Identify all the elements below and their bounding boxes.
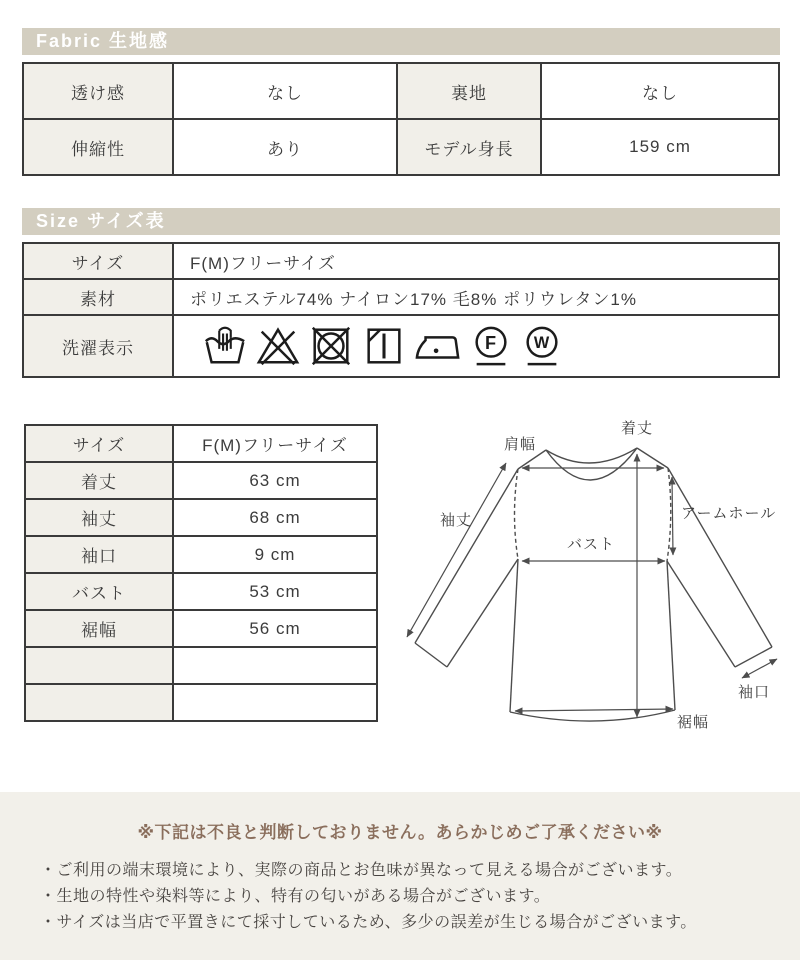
wet-clean-gentle-icon [520, 323, 564, 369]
disclaimer-bullet-measurement: ・サイズは当店で平置きにて採寸しているため、多少の誤差が生じる場合がございます。 [40, 914, 697, 931]
meas-label-bust: バスト [25, 573, 173, 610]
do-not-bleach-icon [255, 323, 301, 369]
hem-width-label: 裾幅 [676, 714, 710, 731]
meas-header-value: F(M)フリーサイズ [173, 425, 377, 462]
table-row [25, 610, 377, 647]
size-section-title: Size サイズ表 [36, 211, 166, 231]
fabric-label-sheerness: 透け感 [23, 63, 173, 119]
sleeve-length-label: 袖丈 [439, 512, 473, 529]
fabric-value-model-height: 159 cm [541, 119, 779, 175]
disclaimer-bullet-color: ・ご利用の端末環境により、実際の商品とお色味が異なって見える場合がございます。 [40, 862, 683, 879]
info-label-material: 素材 [23, 279, 173, 315]
hand-wash-icon [202, 323, 248, 369]
line-dry-in-shade-icon [361, 323, 407, 369]
fabric-section-title: Fabric 生地感 [36, 31, 170, 51]
disclaimer-section [0, 792, 800, 960]
size-section-header [22, 208, 780, 235]
info-value-material: ポリエステル74% ナイロン17% 毛8% ポリウレタン1% [173, 279, 779, 315]
table-row [23, 243, 779, 279]
meas-label-hem: 裾幅 [25, 610, 173, 647]
measurement-arrows [407, 454, 777, 717]
meas-label-empty2 [25, 684, 173, 721]
iron-low-heat-icon [414, 323, 462, 369]
meas-label-empty1 [25, 647, 173, 684]
disclaimer-bullets [0, 858, 800, 936]
info-value-size: F(M)フリーサイズ [173, 243, 779, 279]
info-label-care: 洗濯表示 [23, 315, 173, 377]
cuff-label: 袖口 [737, 684, 771, 701]
svg-text:W: W [533, 333, 551, 352]
table-row [25, 499, 377, 536]
garment-measurement-diagram [390, 415, 790, 760]
fabric-table [22, 62, 780, 176]
table-row [25, 462, 377, 499]
table-row [25, 647, 377, 684]
table-row [23, 63, 779, 119]
disclaimer-bullet-odor: ・生地の特性や染料等により、特有の匂いがある場合がございます。 [40, 888, 551, 905]
fabric-value-stretch: あり [173, 119, 397, 175]
size-info-table [22, 242, 780, 378]
do-not-tumble-dry-icon [308, 323, 354, 369]
diagram-labels [440, 420, 776, 731]
bust-label: バスト [566, 536, 616, 553]
dry-clean-petroleum-gentle-icon [469, 323, 513, 369]
meas-value-hem: 56 cm [173, 610, 377, 647]
table-row [23, 279, 779, 315]
care-symbols [190, 323, 778, 369]
table-row [23, 315, 779, 377]
table-row [23, 119, 779, 175]
fabric-value-sheerness: なし [173, 63, 397, 119]
armhole-label: アームホール [681, 505, 777, 522]
meas-label-length: 着丈 [25, 462, 173, 499]
table-row [25, 536, 377, 573]
svg-text:F: F [484, 332, 498, 353]
meas-label-cuff: 袖口 [25, 536, 173, 573]
measurement-table [24, 424, 378, 722]
info-label-size: サイズ [23, 243, 173, 279]
meas-header-size: サイズ [25, 425, 173, 462]
meas-value-length: 63 cm [173, 462, 377, 499]
meas-value-bust: 53 cm [173, 573, 377, 610]
fabric-section-header [22, 28, 780, 55]
fabric-label-lining: 裏地 [397, 63, 541, 119]
garment-outline [415, 448, 772, 721]
fabric-label-model-height: モデル身長 [397, 119, 541, 175]
meas-value-sleeve: 68 cm [173, 499, 377, 536]
table-row [25, 573, 377, 610]
disclaimer-heading: ※下記は不良と判断しておりません。あらかじめご了承ください※ [137, 823, 663, 842]
meas-label-sleeve: 袖丈 [25, 499, 173, 536]
fabric-label-stretch: 伸縮性 [23, 119, 173, 175]
table-row [25, 684, 377, 721]
meas-value-empty1 [173, 647, 377, 684]
shoulder-width-label: 肩幅 [503, 436, 537, 453]
meas-value-empty2 [173, 684, 377, 721]
fabric-value-lining: なし [541, 63, 779, 119]
meas-value-cuff: 9 cm [173, 536, 377, 573]
body-length-label: 着丈 [620, 420, 654, 437]
table-row [25, 425, 377, 462]
